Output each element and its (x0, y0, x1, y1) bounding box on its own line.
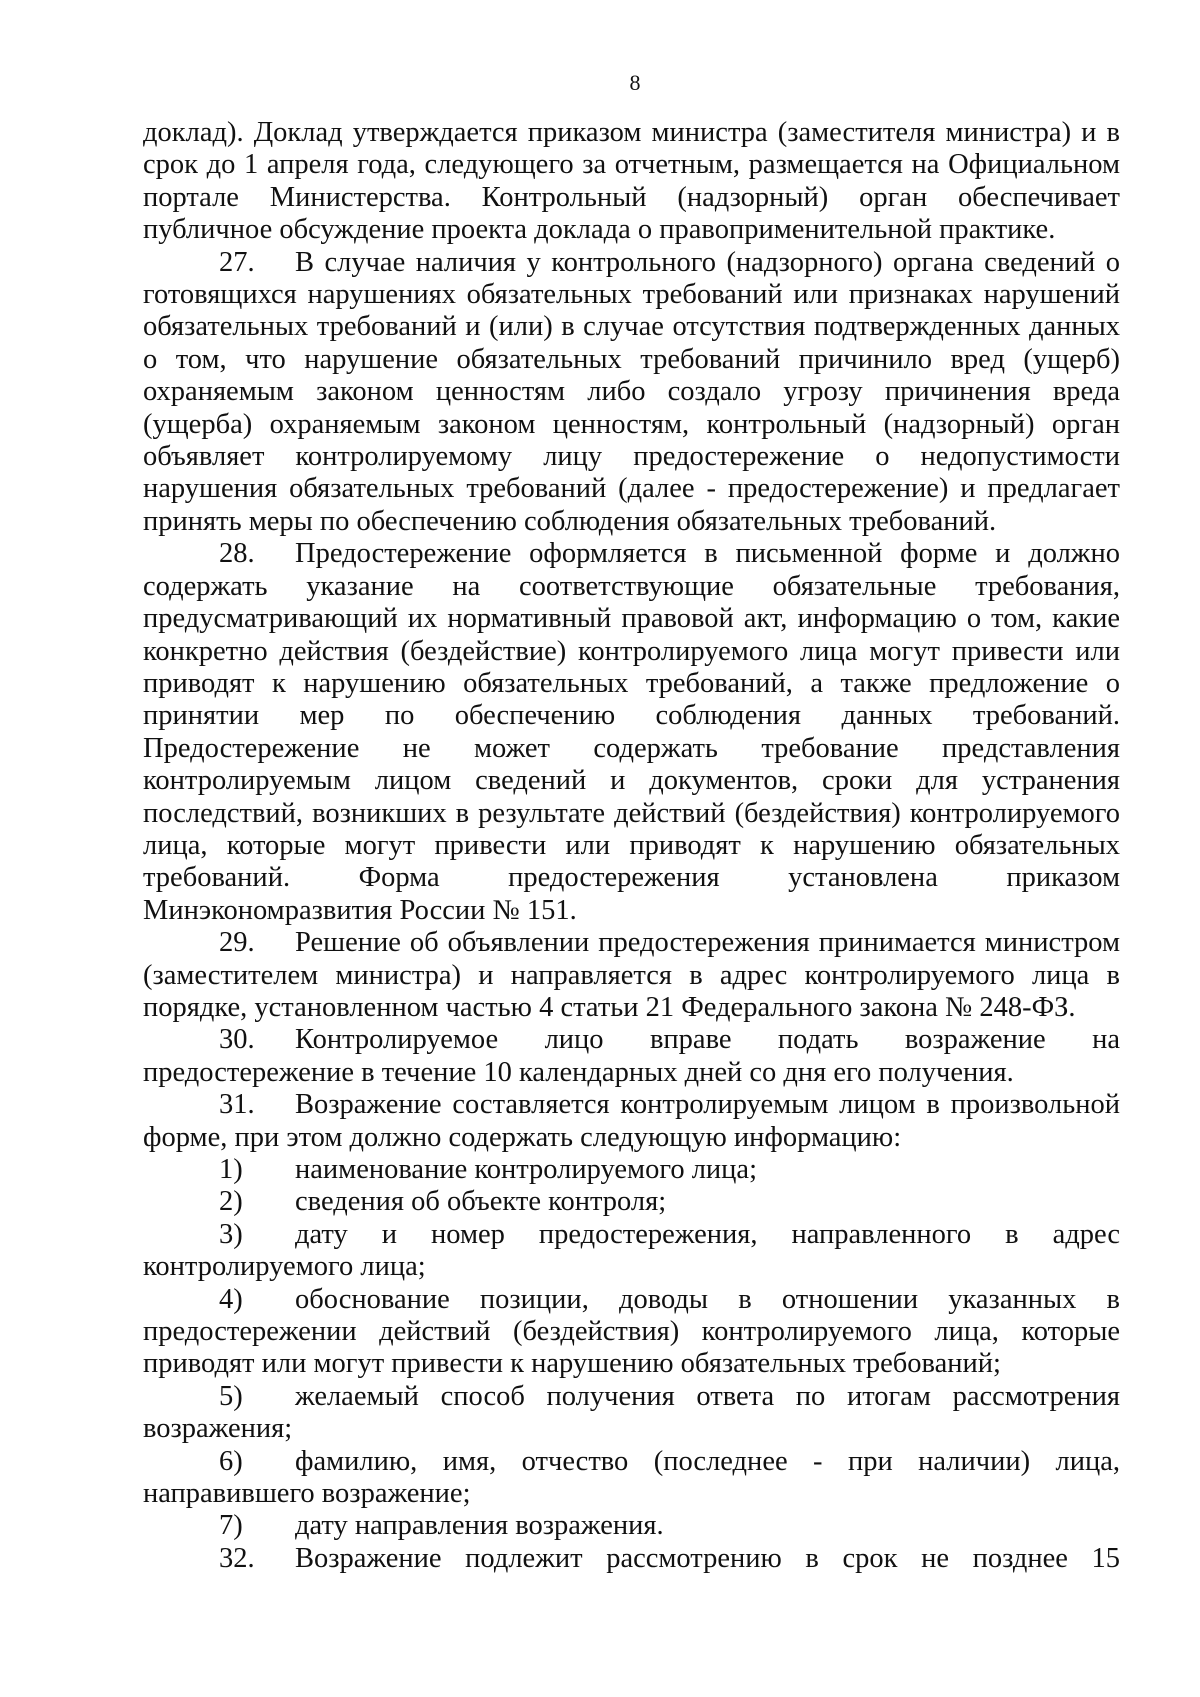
document-body (143, 117, 1120, 1575)
list-item-text: сведения об объекте контроля; (295, 1186, 667, 1218)
list-item-text: фамилию, имя, отчество (последнее - при наличии) лица, направившего возражение; (143, 1445, 1120, 1510)
paragraph-text: Контролируемое лицо вправе подать возражение на предостережение в течение 10 календарных дней со дня его получения. (143, 1024, 1120, 1088)
paragraph-text: В случае наличия у контрольного (надзорного) органа сведений о готовящихся нарушениях обязательных требований или признаках нарушений обязательных требований и (или) в случае отсутствия подтвержденных данных о том, что нарушение обязательных требований причинило вред (ущерб) охраняемым законом ценностям либо создало угрозу причинения вреда (ущерба) охраняемым законом ценностям, контрольный (надзорный) орган объявляет контролируемому лицу предостережение о недопустимости нарушения обязательных требований (далее - предостережение) и предлагает принять меры по обеспечению соблюдения обязательных требований. (143, 246, 1120, 537)
paragraph-number: 31. (219, 1089, 255, 1121)
list-item-number: 2) (219, 1186, 243, 1218)
list-item-2 (143, 1186, 1120, 1218)
list-item-text: наименование контролируемого лица; (295, 1154, 757, 1185)
list-item-number: 7) (219, 1510, 243, 1542)
list-item-7 (143, 1510, 1120, 1542)
paragraph-30 (143, 1024, 1120, 1089)
paragraph-31 (143, 1089, 1120, 1154)
paragraph-continuation (143, 117, 1120, 247)
paragraph-text: Предостережение оформляется в письменной форме и должно содержать указание на соответствующие обязательные требования, предусматривающий их нормативный правовой акт, информацию о том, какие конкретно действия (бездействие) контролируемого лица могут привести или приводят к нарушению обязательных требований, а также предложение о принятии мер по обеспечению соблюдения данных требований. Предостережение не может содержать требование представления контролируемым лицом сведений и документов, сроки для устранения последствий, возникших в результате действий (бездействия) контролируемого лица, которые могут привести или приводят к нарушению обязательных требований. Форма предостережения установлена приказом Минэкономразвития России № 151. (143, 538, 1120, 926)
page-number: 8 (629, 70, 641, 95)
list-item-number: 1) (219, 1154, 243, 1185)
paragraph-number: 27. (219, 246, 255, 278)
paragraph-number: 32. (219, 1542, 255, 1574)
paragraph-number: 29. (219, 927, 255, 959)
list-item-text: обоснование позиции, доводы в отношении указанных в предостережении действий (бездействия) контролируемого лица, которые приводят или могут привести к нарушению обязательных требований; (143, 1283, 1120, 1380)
list-item-text: дату и номер предостережения, направленного в адрес контролируемого лица; (143, 1218, 1120, 1283)
list-item-1 (143, 1154, 1120, 1186)
paragraph-27 (143, 247, 1120, 539)
list-item-text: дату направления возражения. (295, 1510, 664, 1542)
list-item-number: 3) (219, 1218, 243, 1250)
list-item-number: 5) (219, 1380, 243, 1412)
paragraph-32 (143, 1543, 1120, 1575)
paragraph-text: доклад). Доклад утверждается приказом министра (заместителя министра) и в срок до 1 апреля года, следующего за отчетным, размещается на Официальном портале Министерства. Контрольный (надзорный) орган обеспечивает публичное обсуждение проекта доклада о правоприменительной практике. (143, 117, 1120, 246)
list-item-number: 6) (219, 1445, 243, 1477)
paragraph-text: Возражение подлежит рассмотрению в срок не позднее 15 (295, 1542, 1120, 1574)
paragraph-29 (143, 927, 1120, 1024)
paragraph-text: Решение об объявлении предостережения принимается министром (заместителем министра) и направляется в адрес контролируемого лица в порядке, установленном частью 4 статьи 21 Федерального закона № 248-ФЗ. (143, 927, 1120, 1023)
list-item-6 (143, 1446, 1120, 1511)
paragraph-number: 30. (219, 1024, 255, 1056)
paragraph-28 (143, 538, 1120, 927)
paragraph-text: Возражение составляется контролируемым лицом в произвольной форме, при этом должно содержать следующую информацию: (143, 1089, 1120, 1153)
paragraph-number: 28. (219, 538, 255, 570)
list-item-3 (143, 1219, 1120, 1284)
list-item-4 (143, 1284, 1120, 1381)
list-item-text: желаемый способ получения ответа по итогам рассмотрения возражения; (143, 1380, 1120, 1445)
list-item-number: 4) (219, 1283, 243, 1315)
list-item-5 (143, 1381, 1120, 1446)
